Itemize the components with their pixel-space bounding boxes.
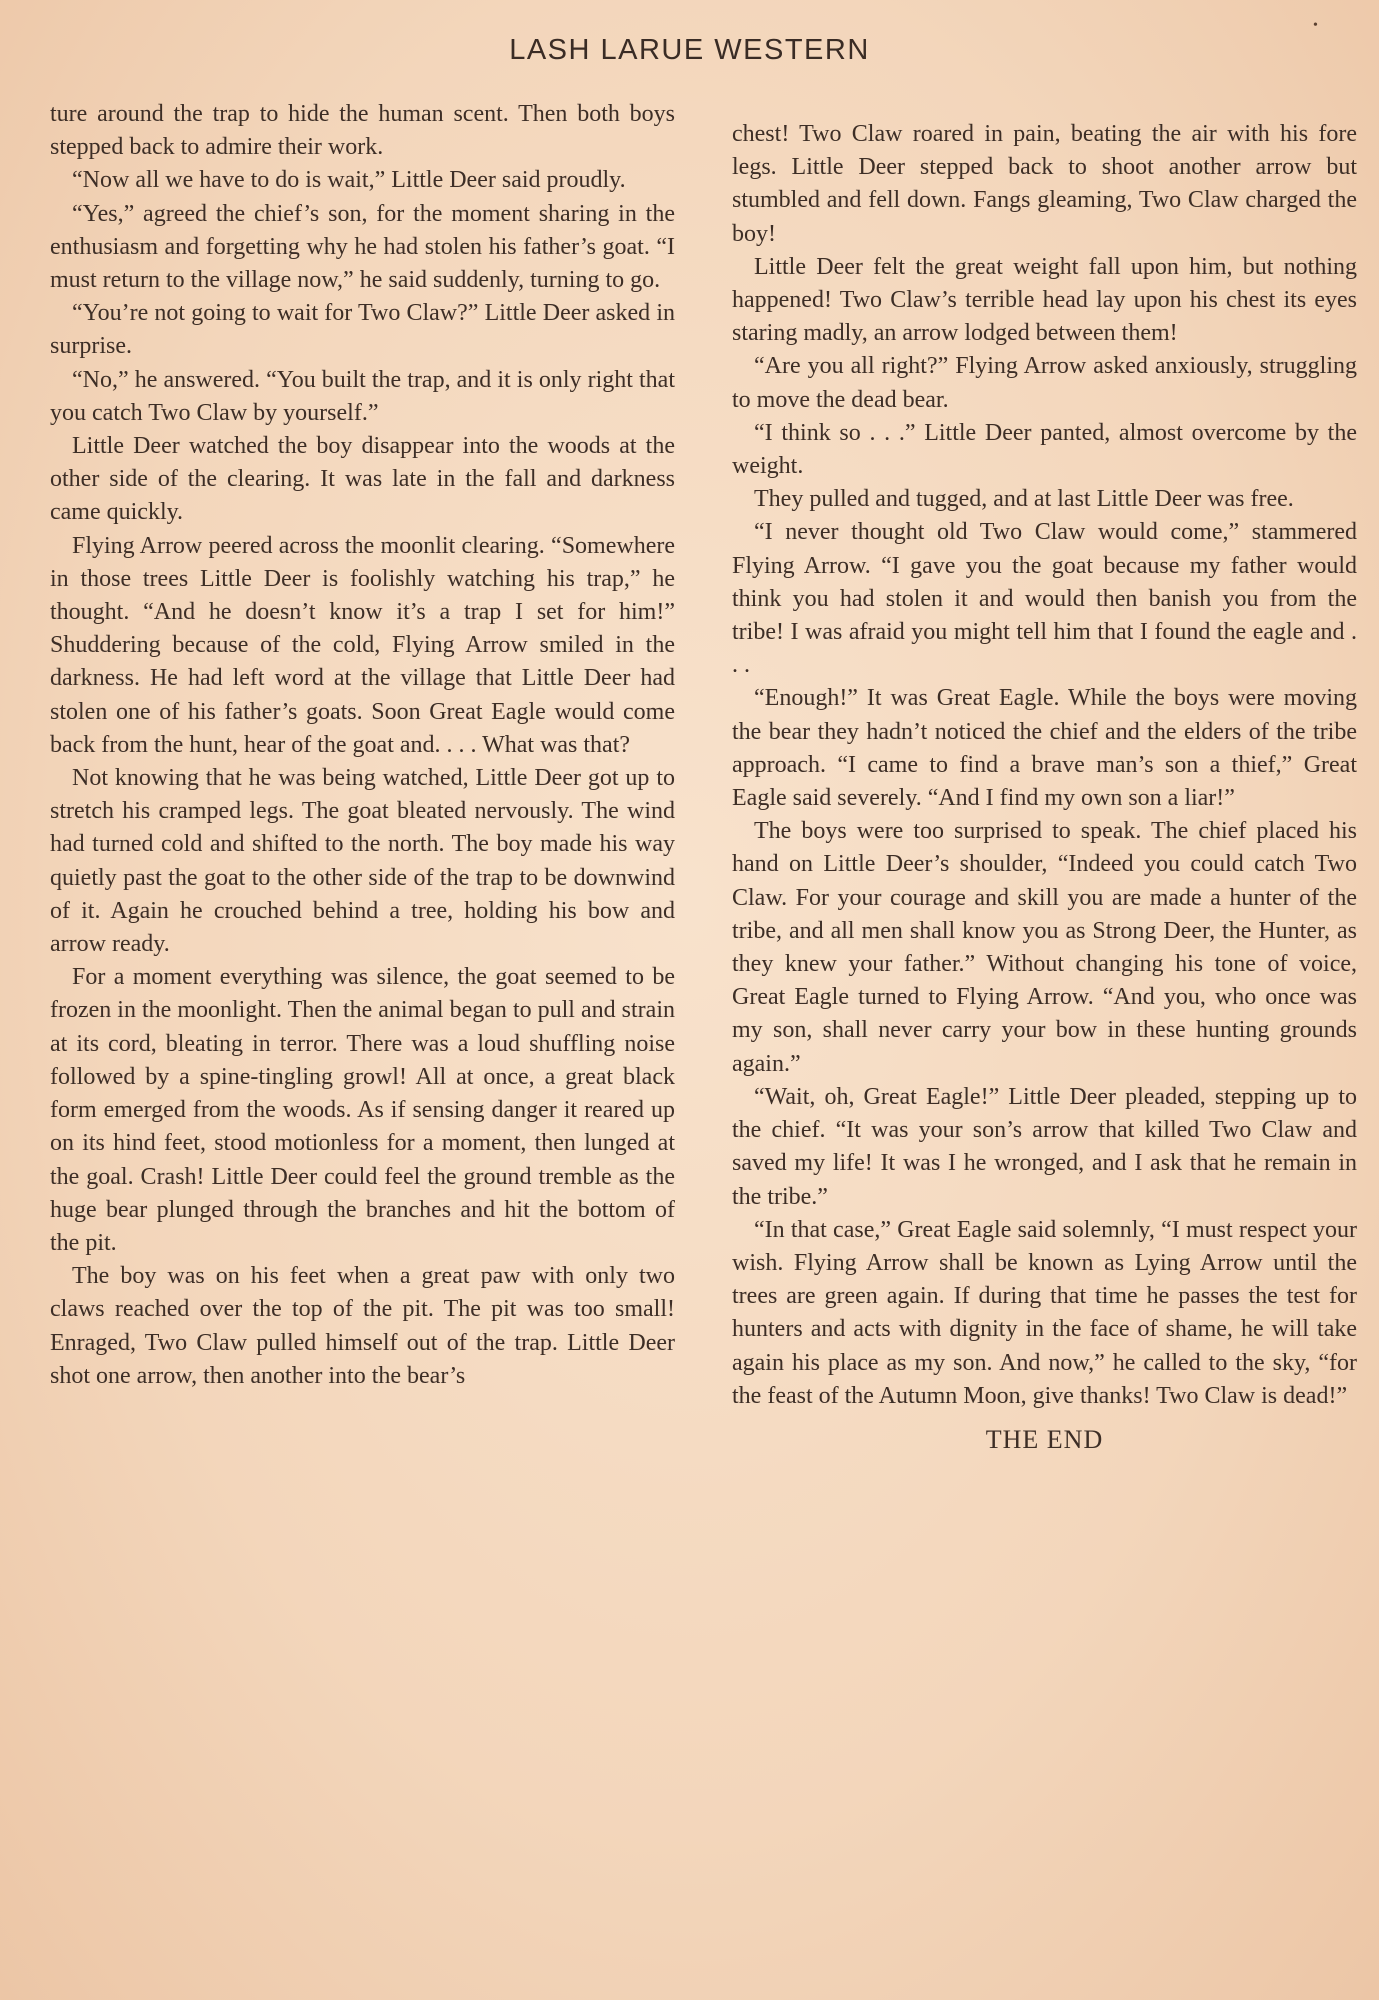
left-text-column	[50, 98, 675, 1393]
story-paragraph: “You’re not going to wait for Two Claw?” Little Deer asked in surprise.	[50, 300, 675, 360]
story-paragraph: chest! Two Claw roared in pain, beating the air with his fore legs. Little Deer stepped back to shoot another arrow but stumbled and fell down. Fangs gleaming, Two Claw charged the boy!	[732, 121, 1357, 247]
story-paragraph: Not knowing that he was being watched, Little Deer got up to stretch his cramped legs. The goat bleated nervously. The wind had turned cold and shifted to the north. The boy made his way quietly past the goat to the other side of the trap to be downwind of it. Again he crouched behind a tree, holding his bow and arrow ready.	[50, 765, 675, 958]
story-paragraph: The boy was on his feet when a great paw with only two claws reached over the top of the pit. The pit was too small! Enraged, Two Claw pulled himself out of the trap. Little Deer shot one arrow, then another into the bear’s	[50, 1263, 675, 1389]
story-paragraph: “Are you all right?” Flying Arrow asked anxiously, struggling to move the dead bear.	[732, 353, 1357, 413]
story-paragraph: “I never thought old Two Claw would come,” stammered Flying Arrow. “I gave you the goat because my father would think you had stolen it and would then banish you from the tribe! I was afraid you might tell him that I found the eagle and . . .	[732, 519, 1357, 679]
right-text-column	[732, 118, 1357, 1456]
story-paragraph: Flying Arrow peered across the moonlit clearing. “Somewhere in those trees Little Deer is foolishly watching his trap,” he thought. “And he doesn’t know it’s a trap I set for him!” Shuddering because of the cold, Flying Arrow smiled in the darkness. He had left word at the village that Little Deer had stolen one of his father’s goats. Soon Great Eagle would come back from the hunt, hear of the goat and. . . . What was that?	[50, 532, 675, 758]
page-corner-mark: •	[1313, 18, 1318, 33]
story-paragraph: Little Deer felt the great weight fall upon him, but nothing happened! Two Claw’s terrible head lay upon his chest its eyes staring madly, an arrow lodged between them!	[732, 253, 1357, 347]
running-head-title: LASH LARUE WESTERN	[509, 34, 870, 66]
story-paragraph: “Enough!” It was Great Eagle. While the boys were moving the bear they hadn’t noticed the chief and the elders of the tribe approach. “I came to find a brave man’s son a thief,” Great Eagle said severely. “And I find my own son a liar!”	[732, 685, 1357, 812]
story-paragraph: “No,” he answered. “You built the trap, and it is only right that you catch Two Claw by yourself.”	[50, 366, 675, 426]
story-paragraph: “I think so . . .” Little Deer panted, almost overcome by the weight.	[732, 419, 1357, 480]
story-paragraph: ture around the trap to hide the human scent. Then both boys stepped back to admire their work.	[50, 101, 675, 161]
story-paragraph: The boys were too surprised to speak. The chief placed his hand on Little Deer’s shoulder, “Indeed you could catch Two Claw. For your courage and skill you are made a hunter of the tribe, and all men shall know you as Strong Deer, the Hunter, as they knew your father.” Without changing his tone of voice, Great Eagle turned to Flying Arrow. “And you, who once was my son, shall never carry your bow in these hunting grounds again.”	[732, 818, 1357, 1077]
story-paragraph: They pulled and tugged, and at last Little Deer was free.	[754, 486, 1294, 513]
story-paragraph: “Yes,” agreed the chief’s son, for the moment sharing in the enthusiasm and forgetting why he had stolen his father’s goat. “I must return to the village now,” he said suddenly, turning to go.	[50, 200, 675, 294]
story-paragraph: “Now all we have to do is wait,” Little Deer said proudly.	[72, 167, 626, 194]
story-paragraph: Little Deer watched the boy disappear into the woods at the other side of the clearing. It was late in the fall and darkness came quickly.	[50, 433, 675, 526]
story-paragraph: “In that case,” Great Eagle said solemnly, “I must respect your wish. Flying Arrow shall be known as Lying Arrow until the trees are green again. If during that time he passes the test for hunters and acts with dignity in the face of shame, he will take again his place as my son. And now,” he called to the sky, “for the feast of the Autumn Moon, give thanks! Two Claw is dead!”	[732, 1216, 1357, 1409]
the-end-mark: THE END	[985, 1424, 1104, 1454]
story-paragraph: “Wait, oh, Great Eagle!” Little Deer pleaded, stepping up to the chief. “It was your son’s arrow that killed Two Claw and saved my life! It was I he wronged, and I ask that he remain in the tribe.”	[732, 1083, 1357, 1210]
story-paragraph: For a moment everything was silence, the goat seemed to be frozen in the moonlight. Then the animal began to pull and strain at its cord, bleating in terror. There was a loud shuffling noise followed by a spine-tingling growl! All at once, a great black form emerged from the woods. As if sensing danger it reared up on its hind feet, stood motionless for a moment, then lunged at the goal. Crash! Little Deer could feel the ground tremble as the huge bear plunged through the branches and hit the bottom of the pit.	[50, 964, 675, 1256]
